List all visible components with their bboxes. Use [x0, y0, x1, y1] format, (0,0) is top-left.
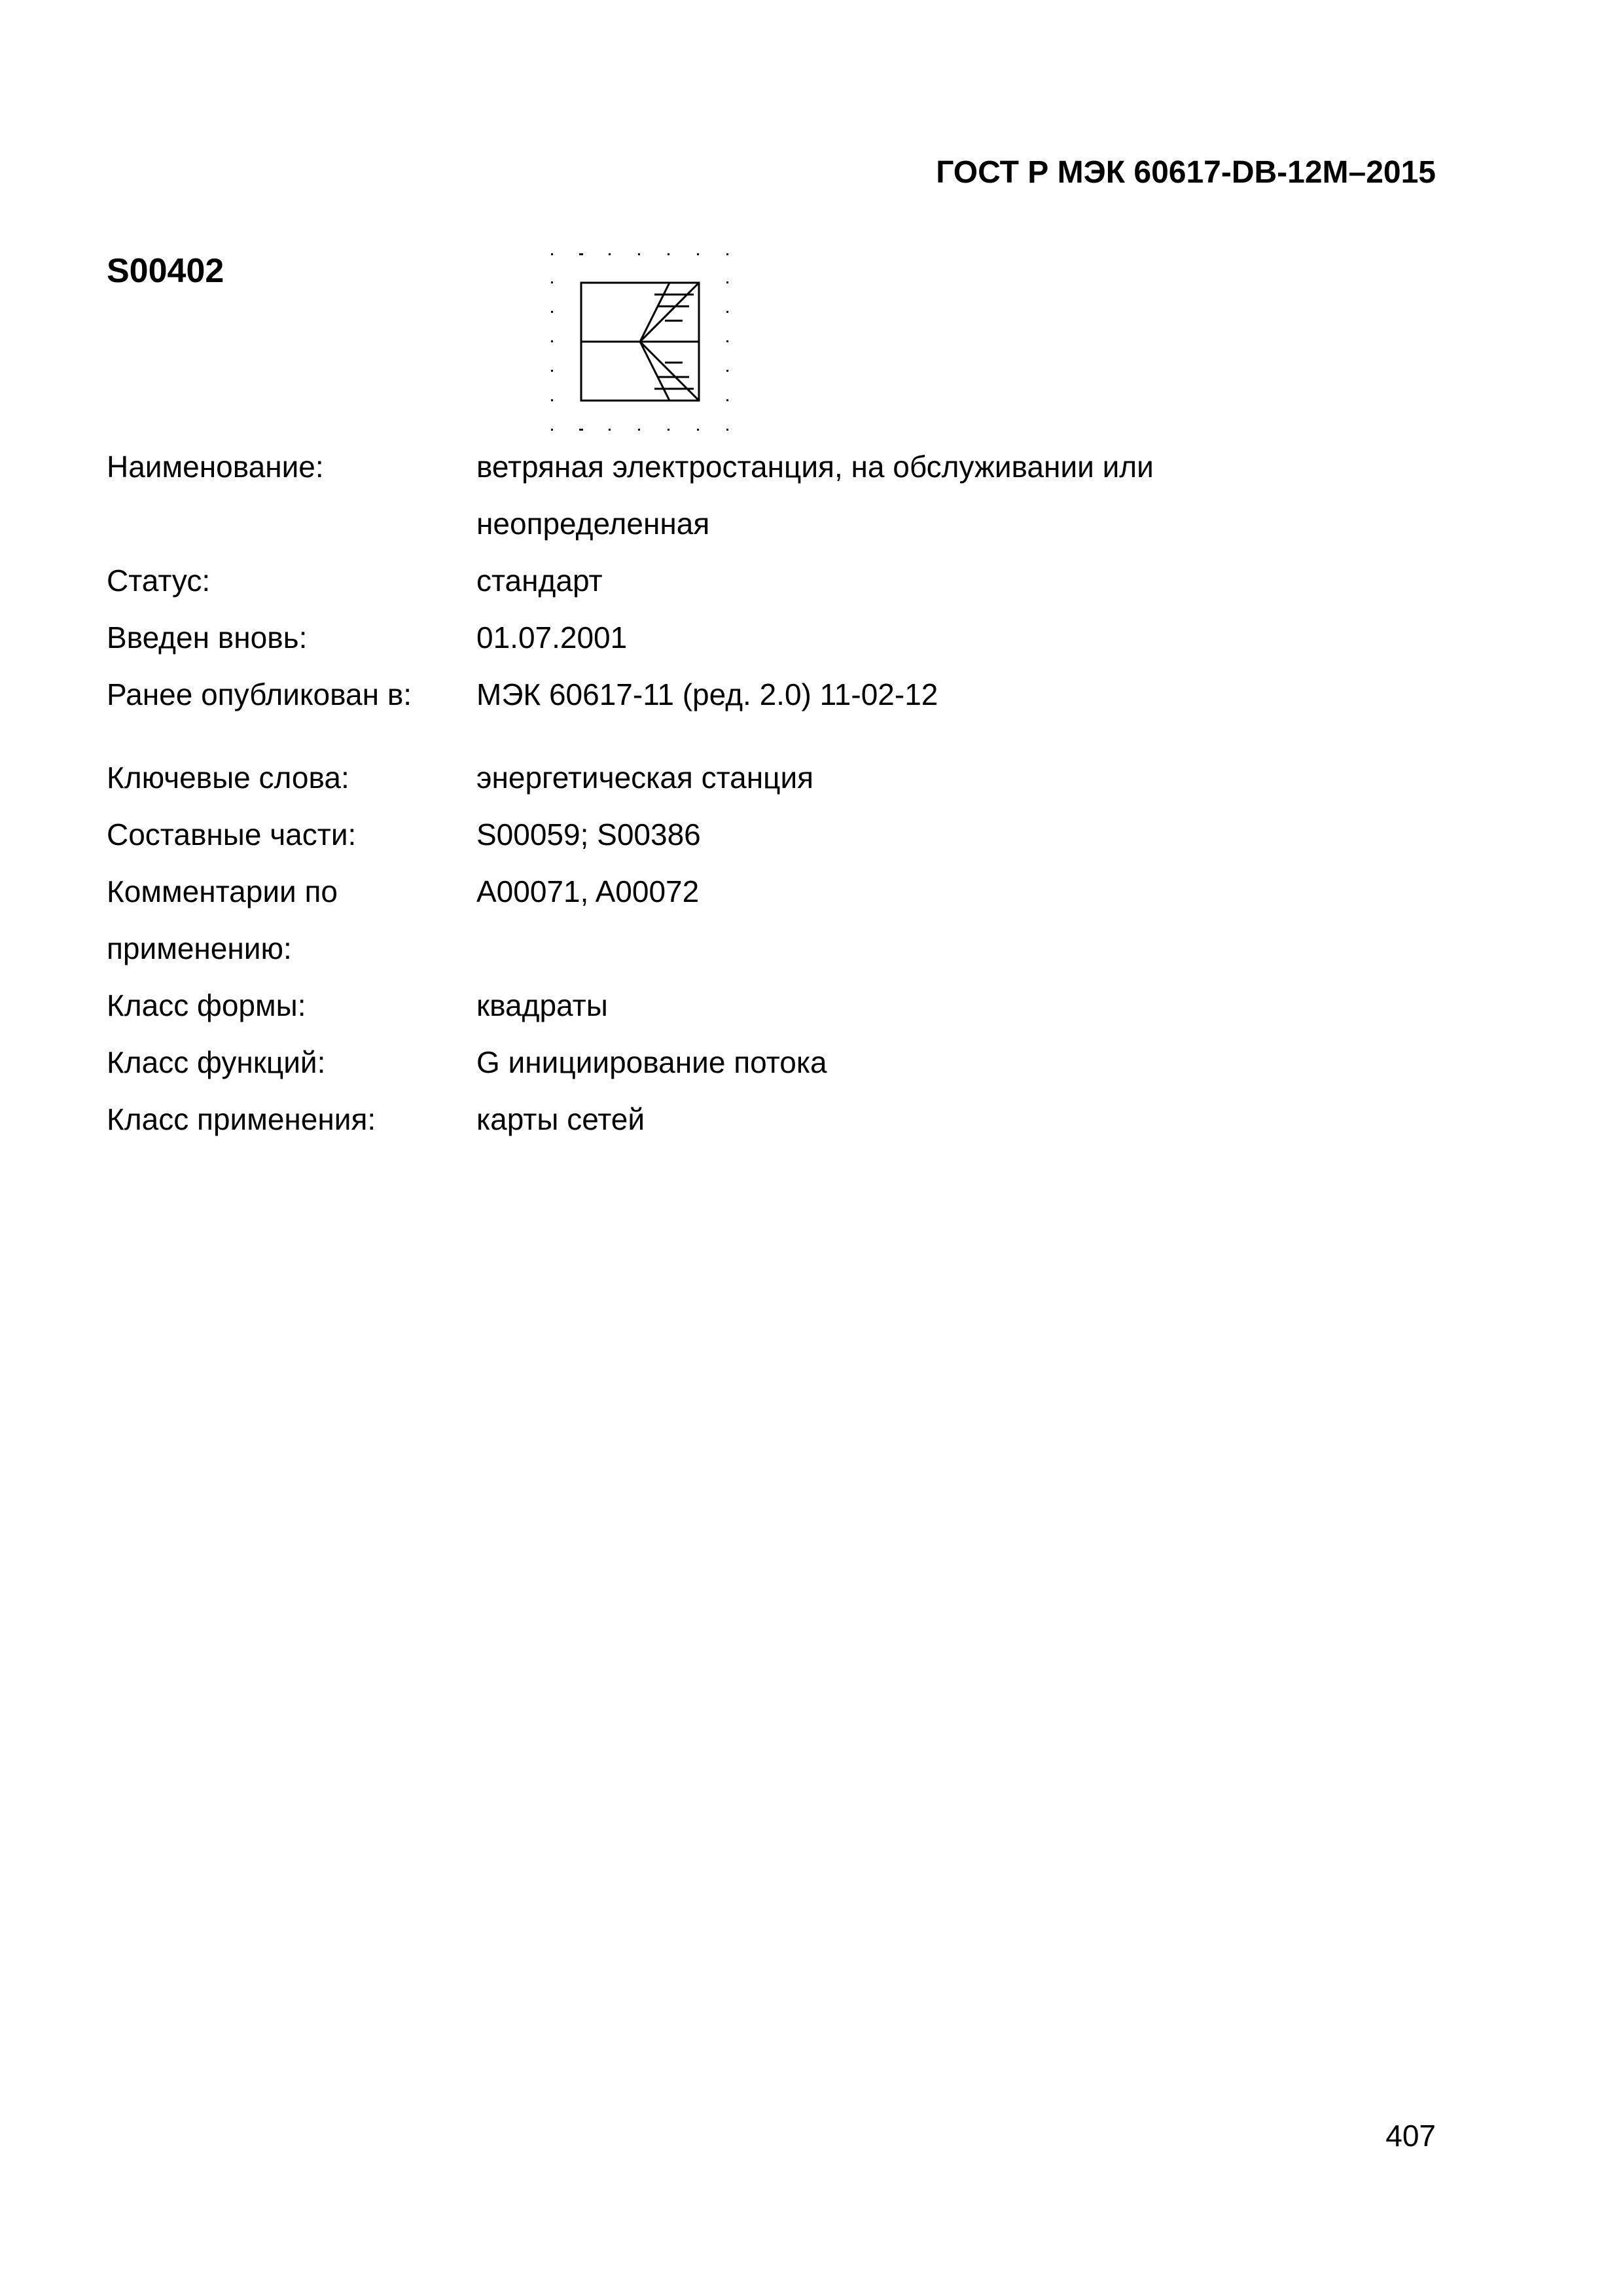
field-previously-published — [107, 666, 1416, 723]
symbol-properties — [107, 439, 1416, 1148]
field-application-class — [107, 1091, 1416, 1148]
field-label: Статус: — [107, 564, 211, 598]
field-label: Класс функций: — [107, 1045, 326, 1079]
field-application-notes — [107, 863, 1416, 977]
field-value: квадраты — [476, 988, 608, 1022]
field-value: G инициирование потока — [476, 1045, 827, 1079]
field-shape-class — [107, 977, 1416, 1034]
field-value: МЭК 60617-11 (ред. 2.0) 11-02-12 — [476, 677, 938, 711]
field-value: стандарт — [476, 564, 603, 598]
field-value-line: ветряная электростанция, на обслуживании или — [476, 450, 1154, 484]
field-label-line: применению: — [107, 931, 292, 965]
field-label: Класс применения: — [107, 1102, 376, 1136]
field-value: карты сетей — [476, 1102, 645, 1136]
field-value — [476, 439, 1327, 552]
field-label — [107, 863, 476, 977]
field-label: Ранее опубликован в: — [107, 677, 412, 711]
page-number: 407 — [1385, 2119, 1436, 2153]
symbol-code: S00402 — [107, 252, 224, 290]
field-label-line: Комментарии по — [107, 874, 338, 908]
document-header: ГОСТ Р МЭК 60617-DB-12M–2015 — [936, 155, 1436, 190]
field-label: Составные части: — [107, 817, 357, 852]
field-value: 01.07.2001 — [476, 620, 628, 655]
field-label: Класс формы: — [107, 988, 306, 1022]
field-value: S00059; S00386 — [476, 817, 701, 852]
field-keywords — [107, 749, 1416, 806]
wind-power-station-symbol-icon — [543, 249, 740, 439]
field-introduced — [107, 609, 1416, 666]
field-value: A00071, A00072 — [476, 874, 700, 908]
field-status — [107, 552, 1416, 609]
field-label: Ключевые слова: — [107, 761, 349, 795]
field-value-line: неопределенная — [476, 507, 710, 541]
field-label: Введен вновь: — [107, 620, 308, 655]
field-value: энергетическая станция — [476, 761, 814, 795]
field-label: Наименование: — [107, 450, 324, 484]
field-components — [107, 806, 1416, 863]
field-function-class — [107, 1034, 1416, 1091]
symbol-lines — [581, 283, 699, 401]
field-name — [107, 439, 1416, 552]
